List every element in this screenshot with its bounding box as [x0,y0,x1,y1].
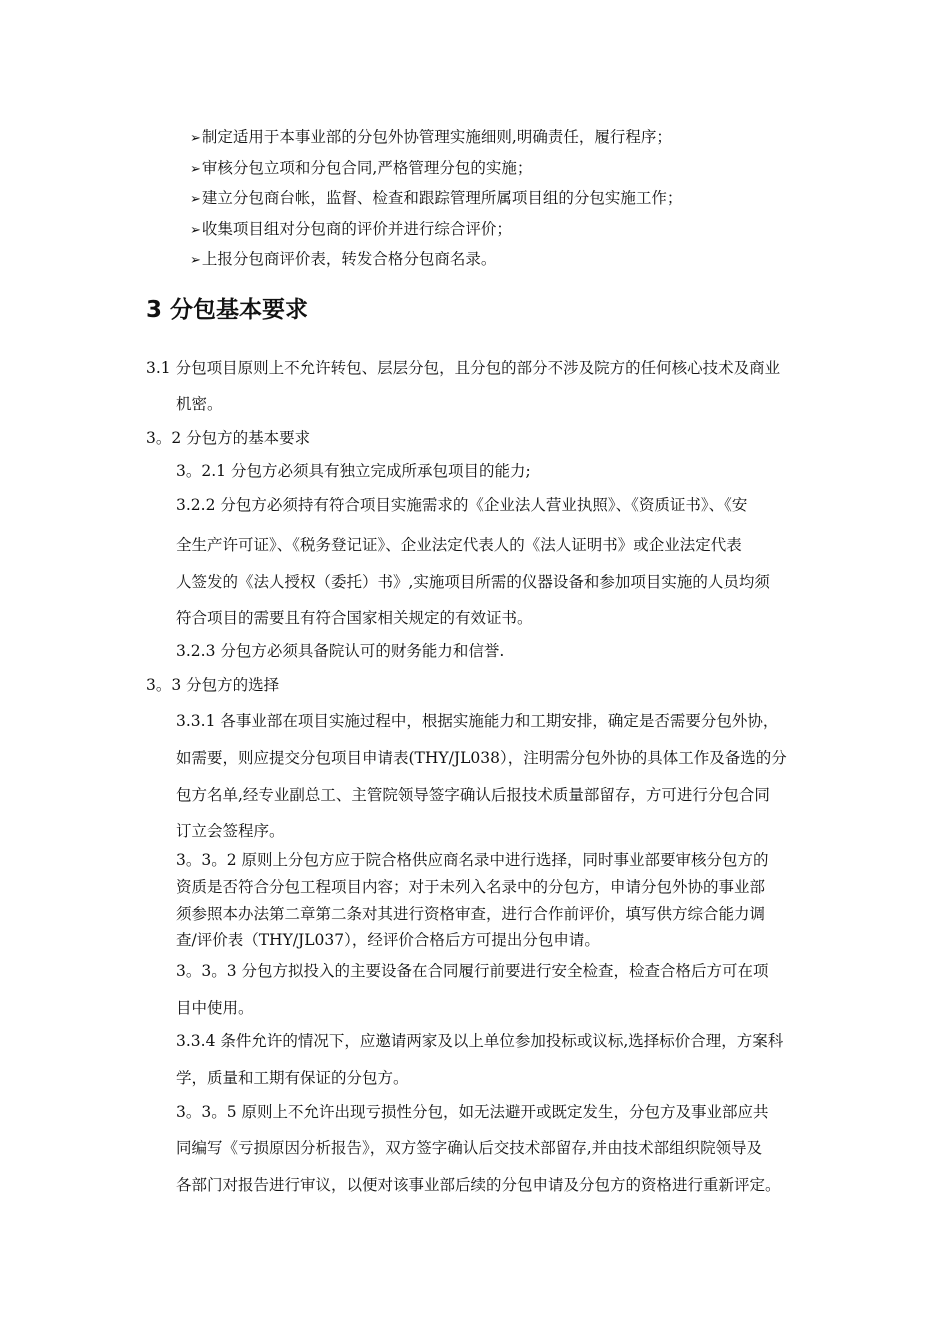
arrow-bullet-icon: ➢ [190,131,201,146]
list-item: ➢制定适用于本事业部的分包外协管理实施细则,明确责任，履行程序； [190,128,672,146]
list-item: ➢建立分包商台帐，监督、检查和跟踪管理所属项目组的分包实施工作； [190,189,683,207]
paragraph-line: 资质是否符合分包工程项目内容；对于未列入名录中的分包方，申请分包外协的事业部 [176,878,766,896]
subsection-title: 3。3 分包方的选择 [146,676,280,694]
paragraph-line: 符合项目的需要且有符合国家相关规定的有效证书。 [176,609,533,627]
arrow-bullet-icon: ➢ [190,161,201,177]
paragraph-line: 3.2.3 分包方必须具备院认可的财务能力和信誉. [176,642,505,660]
paragraph-line: 3.2.2 分包方必须持有符合项目实施需求的《企业法人营业执照》、《资质证书》、《安 [176,496,748,514]
paragraph-line: 学，质量和工期有保证的分包方。 [176,1069,409,1087]
paragraph-line: 机密。 [176,395,223,413]
arrow-bullet-icon: ➢ [190,222,201,238]
section-heading: 3 分包基本要求 [146,297,309,323]
paragraph-line: 3。3。5 原则上不允许出现亏损性分包，如无法避开或既定发生，分包方及事业部应共 [176,1103,769,1121]
paragraph-line: 3.3.4 条件允许的情况下，应邀请两家及以上单位参加投标或议标,选择标价合理，方案科 [176,1032,784,1050]
paragraph-line: 同编写《亏损原因分析报告》，双方签字确认后交技术部留存,并由技术部组织院领导及 [176,1139,763,1157]
subsection-title: 3。2 分包方的基本要求 [146,429,311,447]
paragraph-line: 查/评价表（THY/JL037），经评价合格后方可提出分包申请。 [176,931,600,949]
paragraph-line: 目中使用。 [176,999,254,1017]
paragraph-line: 3。2.1 分包方必须具有独立完成所承包项目的能力; [176,462,531,480]
paragraph-line: 如需要，则应提交分包项目申请表(THY/JL038），注明需分包外协的具体工作及备选的分 [176,749,787,767]
paragraph-line: 全生产许可证》、《税务登记证》、企业法定代表人的《法人证明书》或企业法定代表 [176,536,742,554]
list-item: ➢收集项目组对分包商的评价并进行综合评价； [190,219,512,238]
paragraph-line: 3.1 分包项目原则上不允许转包、层层分包，且分包的部分不涉及院方的任何核心技术及商业 [146,359,781,377]
paragraph-line: 3.3.1 各事业部在项目实施过程中，根据实施能力和工期安排，确定是否需要分包外协， [176,712,779,730]
arrow-bullet-icon: ➢ [190,253,201,268]
paragraph-line: 人签发的《法人授权（委托）书》,实施项目所需的仪器设备和参加项目实施的人员均须 [176,573,770,591]
responsibility-list [190,122,890,275]
paragraph-line: 3。3。3 分包方拟投入的主要设备在合同履行前要进行安全检查，检查合格后方可在项 [176,962,769,980]
paragraph-line: 订立会签程序。 [176,822,285,840]
arrow-bullet-icon: ➢ [190,192,201,207]
paragraph-line: 包方名单,经专业副总工、主管院领导签字确认后报技术质量部留存，方可进行分包合同 [176,786,770,804]
paragraph-line: 须参照本办法第二章第二条对其进行资格审查，进行合作前评价，填写供方综合能力调 [176,905,766,923]
list-item: ➢审核分包立项和分包合同,严格管理分包的实施； [190,158,533,177]
list-item: ➢上报分包商评价表，转发合格分包商名录。 [190,250,497,268]
paragraph-line: 3。3。2 原则上分包方应于院合格供应商名录中进行选择，同时事业部要审核分包方的 [176,851,769,869]
paragraph-line: 各部门对报告进行审议，以便对该事业部后续的分包申请及分包方的资格进行重新评定。 [176,1176,781,1194]
